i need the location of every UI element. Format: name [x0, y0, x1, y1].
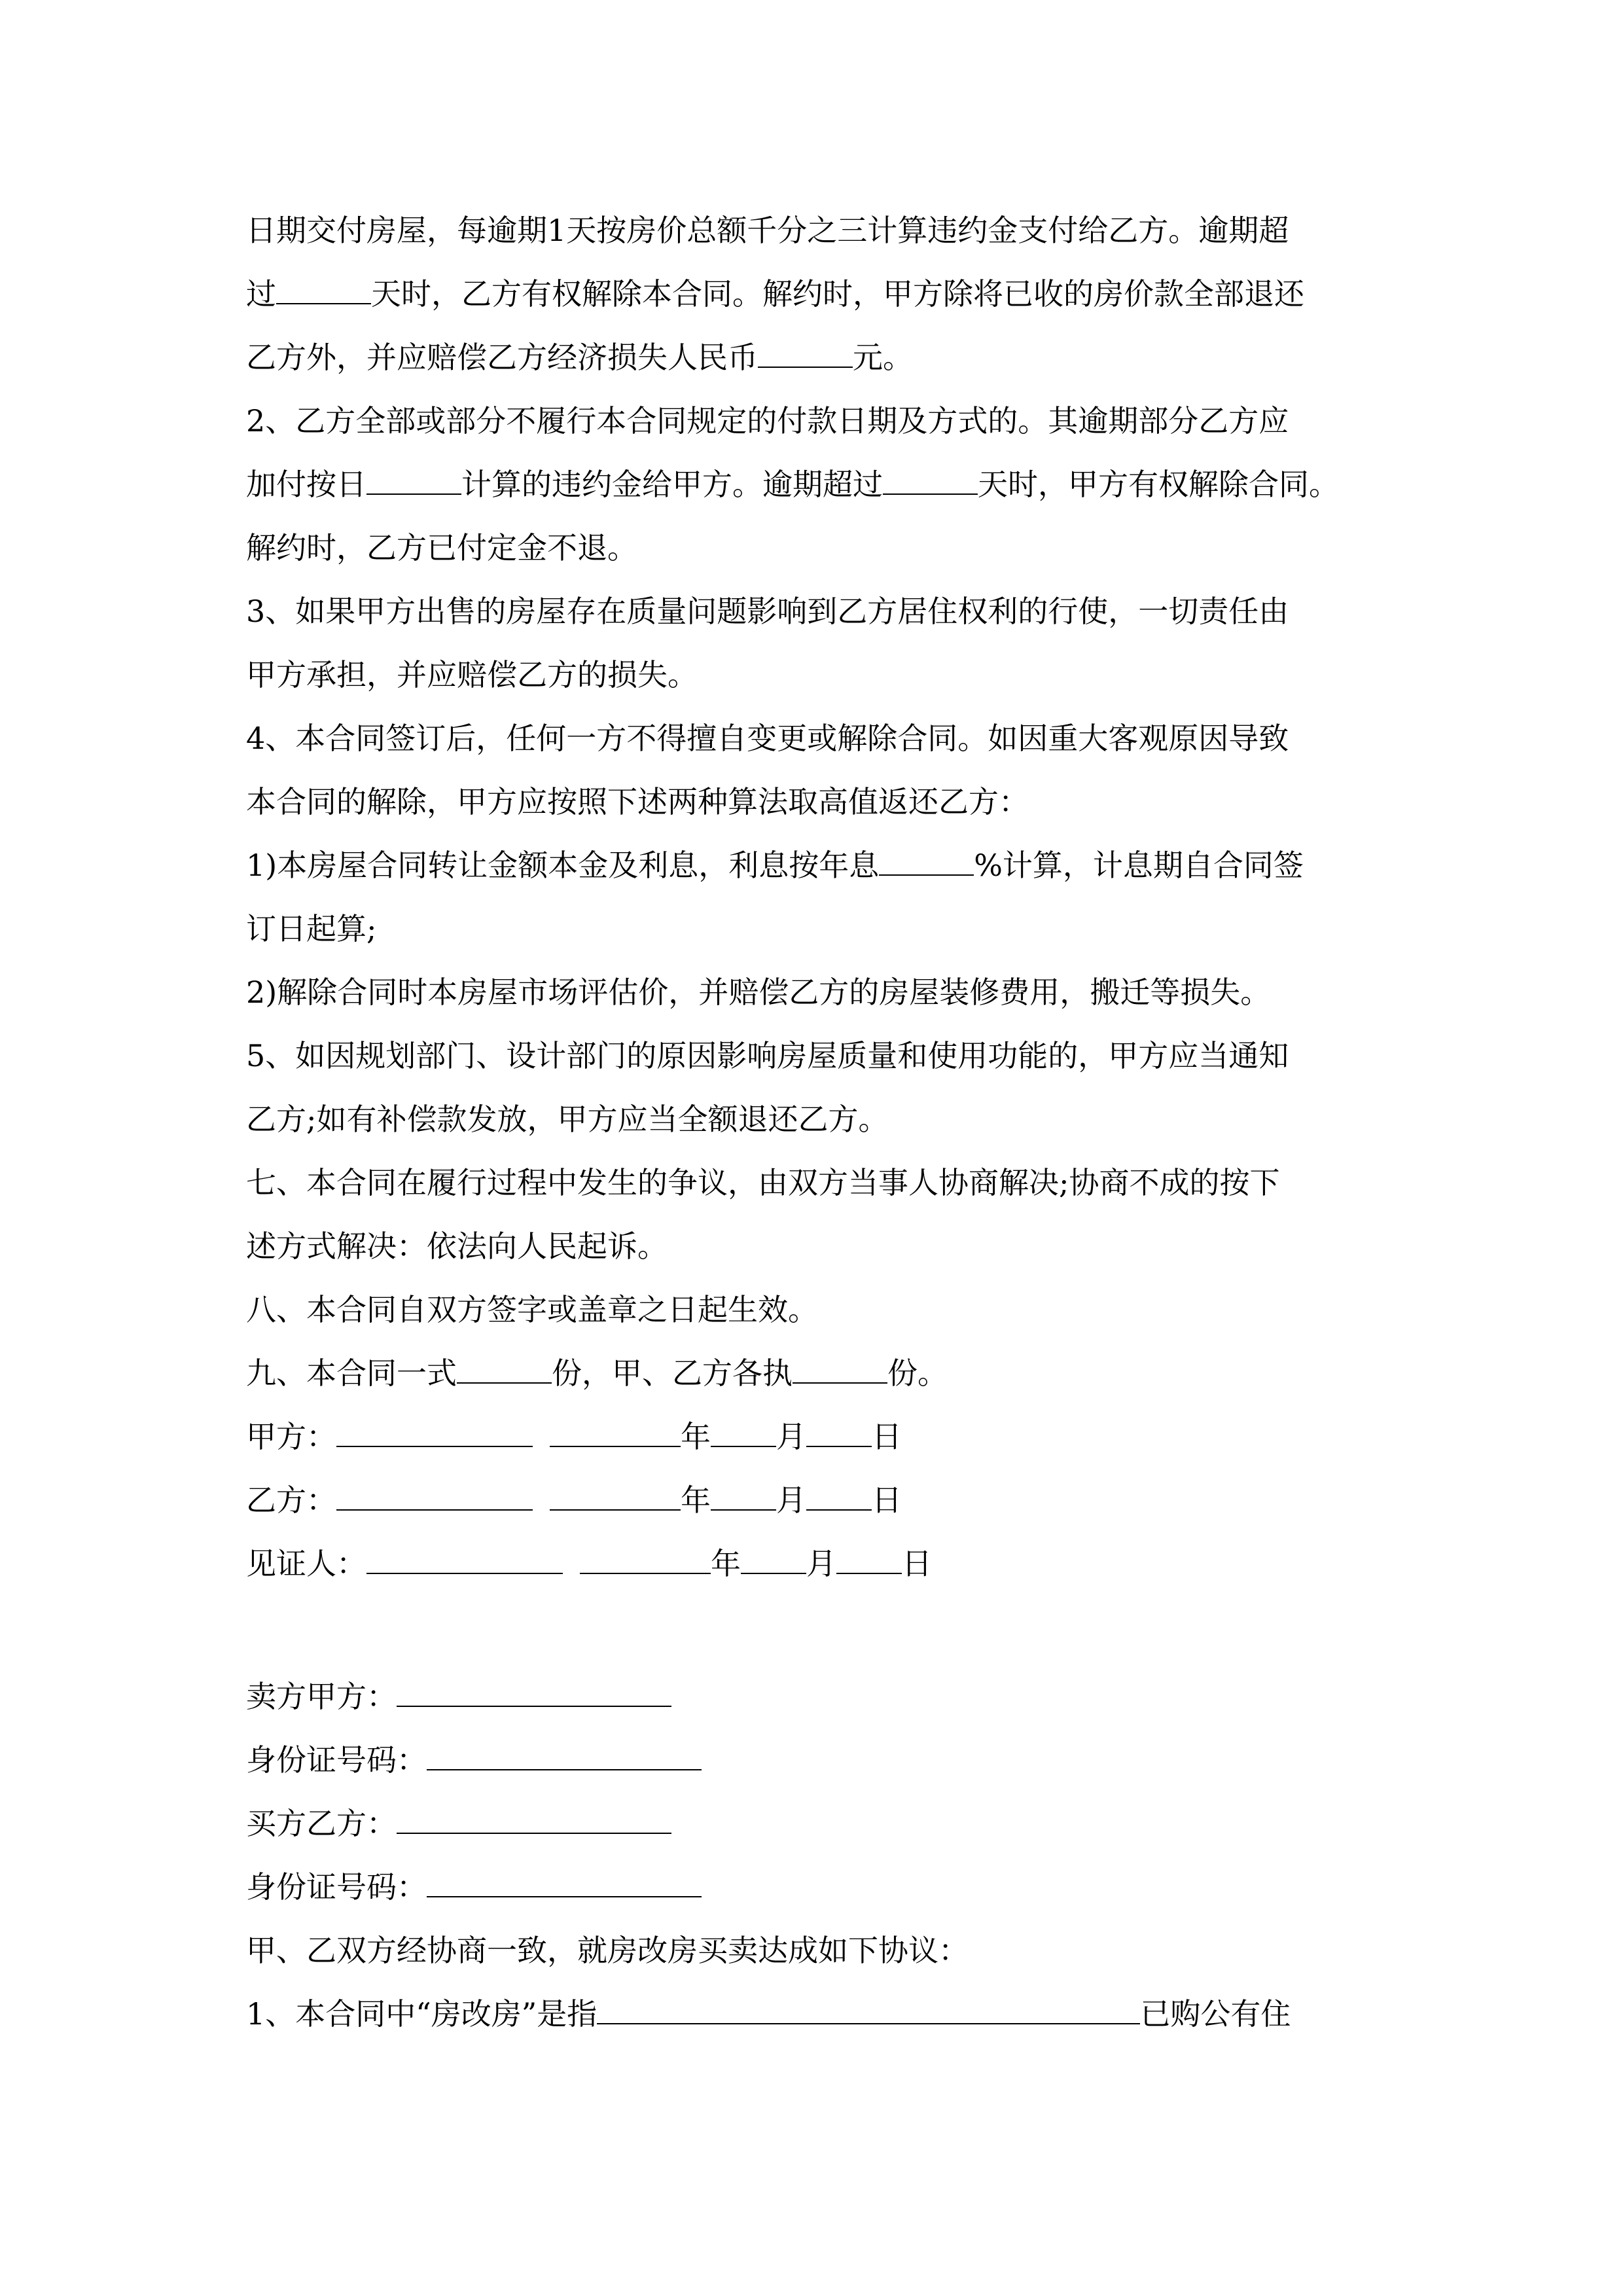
clause-text-line: 日期交付房屋，每逾期1天按房价总额千分之三计算违约金支付给乙方。逾期超: [246, 213, 1289, 248]
clause-text-line: 八、本合同自双方签字或盖章之日起生效。: [246, 1292, 818, 1327]
date-blank[interactable]: [711, 1420, 776, 1447]
buyer-row: 买方乙方：: [246, 1804, 1385, 1843]
signature-row-party-b: 乙方： 年 月 日: [246, 1482, 902, 1518]
clause-text-line: 3、如果甲方出售的房屋存在质量问题影响到乙方居住权利的行使，一切责任由: [246, 594, 1289, 629]
buyer-id-blank[interactable]: [427, 1870, 702, 1897]
fill-blank[interactable]: [457, 1356, 552, 1384]
signature-row-party-a: 甲方： 年 月 日: [246, 1419, 902, 1454]
clause-text-line: 1)本房屋合同转让金额本金及利息，利息按年息 %计算，计息期自合同签: [246, 848, 1304, 883]
clause-text-line: 解约时，乙方已付定金不退。: [246, 530, 637, 565]
signature-row-witness: 见证人： 年 月 日: [246, 1546, 932, 1581]
buyer-id-row: 身份证号码：: [246, 1867, 1385, 1907]
clause-text-line: 2)解除合同时本房屋市场评估价，并赔偿乙方的房屋装修费用，搬迁等损失。: [246, 975, 1271, 1010]
seller-id-blank[interactable]: [427, 1743, 702, 1770]
clause-text-line: 2、乙方全部或部分不履行本合同规定的付款日期及方式的。其逾期部分乙方应: [246, 403, 1289, 439]
clause-text-line: 1、本合同中“房改房”是指 已购公有住: [246, 1996, 1291, 2032]
signature-blank[interactable]: [366, 1547, 563, 1574]
fill-blank[interactable]: [883, 467, 978, 495]
fill-blank[interactable]: [879, 848, 974, 876]
date-blank[interactable]: [741, 1547, 806, 1574]
date-blank[interactable]: [711, 1483, 776, 1511]
clause-text-line: 甲方承担，并应赔偿乙方的损失。: [246, 657, 698, 692]
date-blank[interactable]: [836, 1547, 902, 1574]
date-blank[interactable]: [580, 1547, 711, 1574]
date-blank[interactable]: [806, 1483, 872, 1511]
signature-blank[interactable]: [336, 1483, 533, 1511]
clause-text-line: 过 天时，乙方有权解除本合同。解约时，甲方除将已收的房价款全部退还: [246, 276, 1304, 312]
fill-blank[interactable]: [276, 277, 371, 304]
fill-blank[interactable]: [597, 1997, 1140, 2024]
clause-text-line: 加付按日 计算的违约金给甲方。逾期超过 天时，甲方有权解除合同。: [246, 467, 1339, 502]
clause-text-line: 七、本合同在履行过程中发生的争议，由双方当事人协商解决;协商不成的按下: [246, 1165, 1280, 1200]
seller-row: 卖方甲方：: [246, 1677, 1385, 1716]
clause-text-line: 5、如因规划部门、设计部门的原因影响房屋质量和使用功能的，甲方应当通知: [246, 1038, 1289, 1073]
seller-name-blank[interactable]: [397, 1679, 671, 1707]
seller-id-row: 身份证号码：: [246, 1740, 1385, 1780]
agreement-intro: 甲、乙双方经协商一致，就房改房买卖达成如下协议：: [246, 1933, 969, 1968]
date-blank[interactable]: [550, 1483, 681, 1511]
clause-text-line: 乙方;如有补偿款发放，甲方应当全额退还乙方。: [246, 1102, 889, 1137]
clause-text-line: 4、本合同签订后，任何一方不得擅自变更或解除合同。如因重大客观原因导致: [246, 721, 1289, 756]
fill-blank[interactable]: [758, 340, 853, 368]
clause-text-line: 九、本合同一式 份，甲、乙方各执 份。: [246, 1355, 948, 1391]
clause-text-line: 乙方外，并应赔偿乙方经济损失人民币 元。: [246, 340, 913, 375]
clause-text-line: 述方式解决：依法向人民起诉。: [246, 1229, 668, 1264]
clause-text-line: 本合同的解除，甲方应按照下述两种算法取高值返还乙方：: [246, 784, 1029, 819]
clause-text-line: 订日起算;: [246, 911, 377, 946]
date-blank[interactable]: [806, 1420, 872, 1447]
signature-blank[interactable]: [336, 1420, 533, 1447]
buyer-name-blank[interactable]: [397, 1806, 671, 1834]
date-blank[interactable]: [550, 1420, 681, 1447]
fill-blank[interactable]: [793, 1356, 887, 1384]
fill-blank[interactable]: [366, 467, 461, 495]
